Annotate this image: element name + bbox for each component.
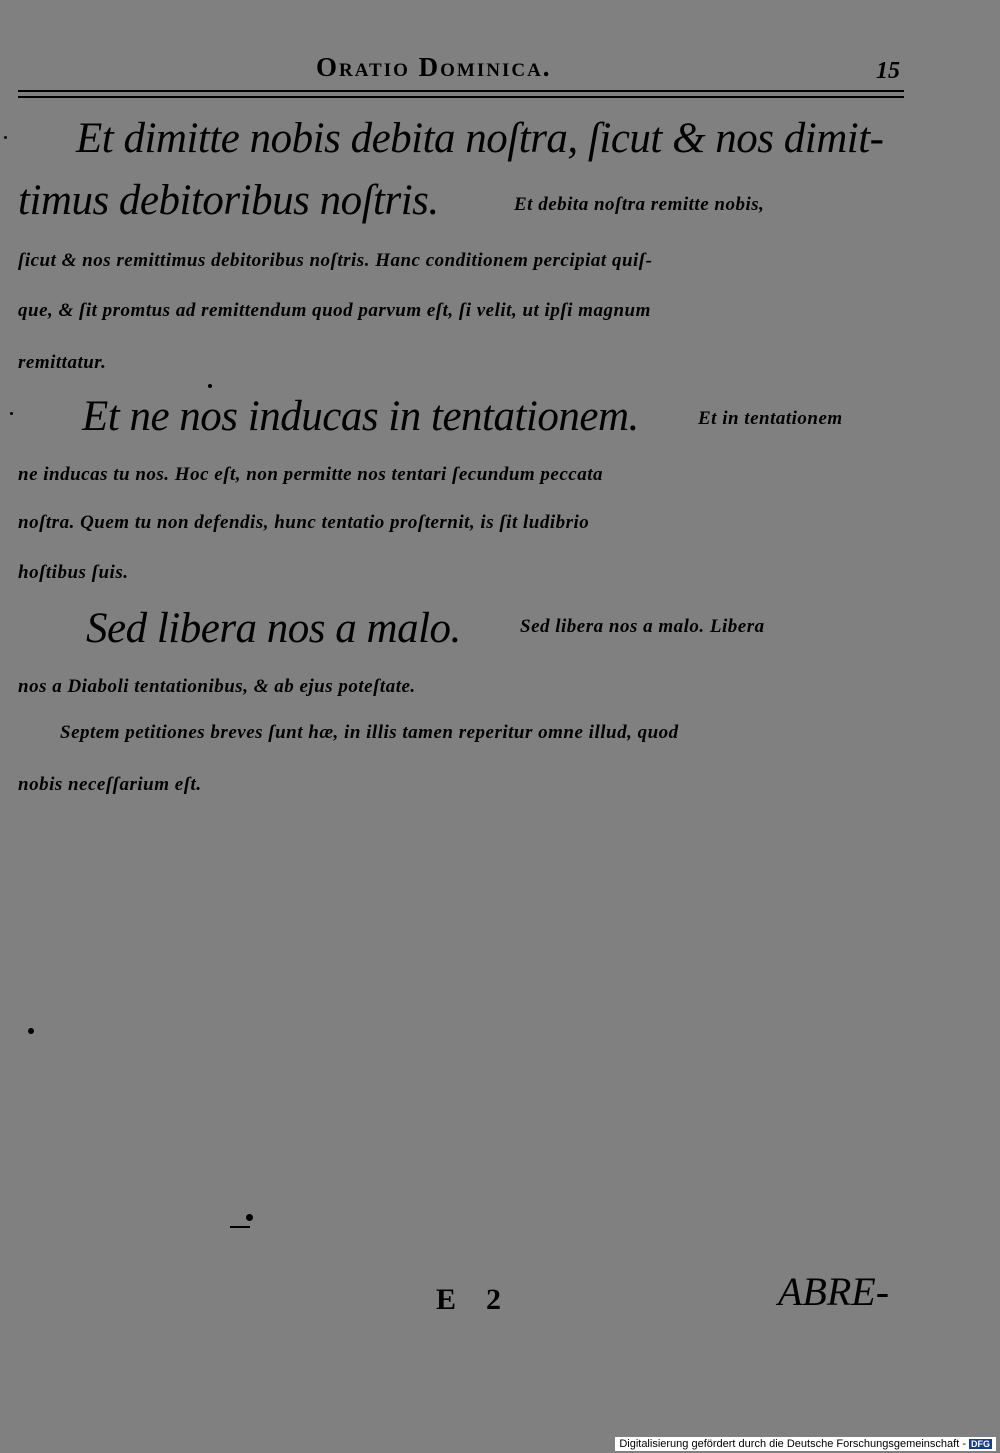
- credit-text: Digitalisierung gefördert durch die Deutsche Forschungsgemeinschaft -: [619, 1438, 966, 1450]
- petition-heading-line: Et ne nos inducas in tentationem.: [82, 393, 639, 440]
- petition-heading-line: Et dimitte nobis debita noſtra, ſicut & nos dimit-: [76, 115, 884, 162]
- commentary-line: remittatur.: [18, 352, 107, 373]
- commentary-line: nos a Diaboli tentationibus, & ab ejus poteſtate.: [18, 676, 416, 697]
- paper-speck: [4, 136, 7, 139]
- petition-heading-line: Sed libera nos a malo.: [86, 605, 461, 652]
- paper-speck: [10, 412, 13, 415]
- commentary-inline: Et debita noſtra remitte nobis,: [514, 194, 765, 215]
- dfg-logo: DFG: [971, 1439, 990, 1449]
- paper-speck: [230, 1226, 250, 1228]
- commentary-line: noſtra. Quem tu non defendis, hunc tentatio proſternit, is ſit ludibrio: [18, 512, 590, 533]
- signature-mark: E: [436, 1283, 457, 1316]
- commentary-line: ſicut & nos remittimus debitoribus noſtris. Hanc conditionem percipiat quiſ-: [18, 250, 653, 271]
- header-rule-secondary: [18, 96, 904, 98]
- header-rule: [18, 90, 904, 92]
- digitization-credit: [615, 1437, 996, 1451]
- commentary-line: que, & ſit promtus ad remittendum quod parvum eſt, ſi velit, ut ipſi magnum: [18, 300, 651, 321]
- closing-line: nobis neceſſarium eſt.: [18, 774, 202, 795]
- closing-line: Septem petitiones breves ſunt hæ, in illis tamen reperitur omne illud, quod: [60, 722, 679, 743]
- commentary-inline: Sed libera nos a malo. Libera: [520, 616, 765, 637]
- commentary-line: hoſtibus ſuis.: [18, 562, 129, 583]
- petition-heading-line: timus debitoribus noſtris.: [18, 177, 439, 224]
- paper-speck: [208, 384, 212, 388]
- running-title: Oratio Dominica.: [316, 52, 552, 82]
- paper-speck: [246, 1214, 253, 1221]
- catchword: ABRE-: [778, 1269, 890, 1314]
- signature-number: 2: [486, 1283, 501, 1316]
- commentary-inline: Et in tentationem: [698, 408, 843, 429]
- commentary-line: ne inducas tu nos. Hoc eſt, non permitte nos tentari ſecundum peccata: [18, 464, 603, 485]
- page-number: 15: [876, 58, 900, 84]
- paper-speck: [28, 1028, 34, 1034]
